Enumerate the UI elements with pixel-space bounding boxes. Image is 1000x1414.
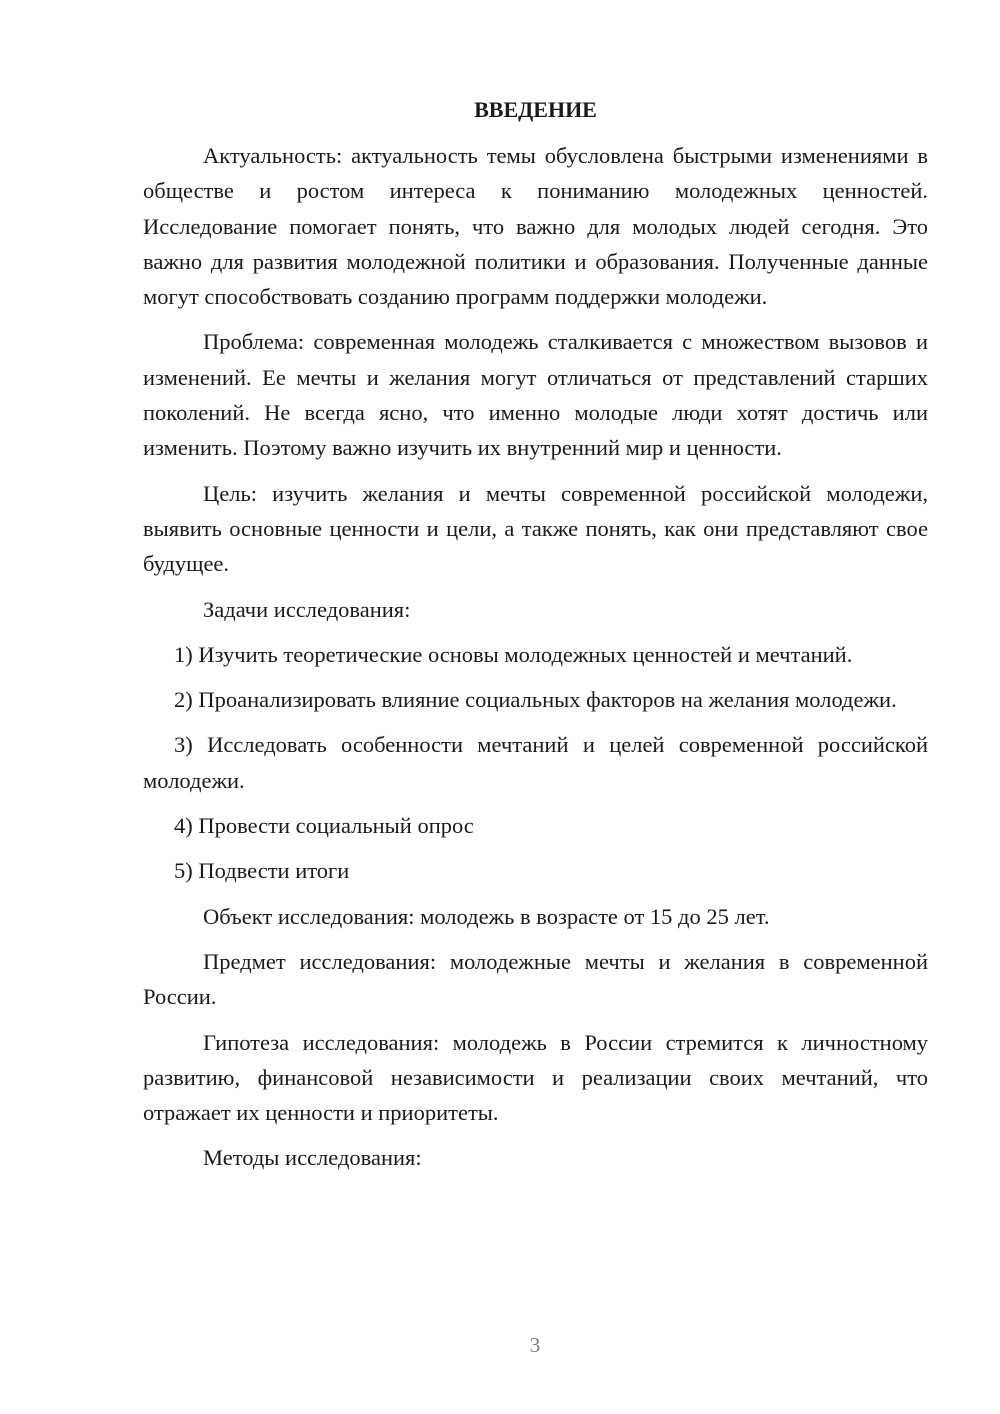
task-item-1: 1) Изучить теоретические основы молодежных ценностей и мечтаний.	[174, 641, 853, 667]
task-item-5: 5) Подвести итоги	[174, 858, 350, 884]
task-item-3: 3) Исследовать особенности мечтаний и целей современной российской молодежи.	[143, 732, 928, 793]
section-heading: ВВЕДЕНИЕ	[474, 97, 597, 122]
paragraph-problem: Проблема: современная молодежь сталкивается с множеством вызовов и изменений. Ее мечты и желания могут отличаться от представлений старших поколений. Не всегда ясно, что именно молодые люди хотят достичь или изменить. Поэтому важно изучить их внутренний мир и ценности.	[143, 329, 928, 461]
page-number: 3	[529, 1333, 541, 1357]
task-item-2: 2) Проанализировать влияние социальных факторов на желания молодежи.	[174, 687, 897, 713]
paragraph-methods: Методы исследования:	[203, 1145, 422, 1171]
paragraph-relevance: Актуальность: актуальность темы обусловлена быстрыми изменениями в обществе и ростом интереса к пониманию молодежных ценностей. Исследование помогает понять, что важно для молодых людей сегодня. Это важно для развития молодежной политики и образования. Полученные данные могут способствовать созданию программ поддержки молодежи.	[143, 143, 928, 310]
paragraph-object: Объект исследования: молодежь в возрасте от 15 до 25 лет.	[203, 903, 770, 929]
paragraph-goal: Цель: изучить желания и мечты современной российской молодежи, выявить основные ценности и цели, а также понять, как они представляют свое будущее.	[143, 480, 928, 577]
paragraph-hypothesis: Гипотеза исследования: молодежь в России стремится к личностному развитию, финансовой независимости и реализации своих мечтаний, что отражает их ценности и приоритеты.	[143, 1029, 928, 1126]
tasks-title: Задачи исследования:	[203, 596, 411, 622]
document-page	[143, 90, 928, 1176]
task-item-4: 4) Провести социальный опрос	[174, 813, 474, 839]
paragraph-subject: Предмет исследования: молодежные мечты и желания в современной России.	[143, 948, 928, 1010]
